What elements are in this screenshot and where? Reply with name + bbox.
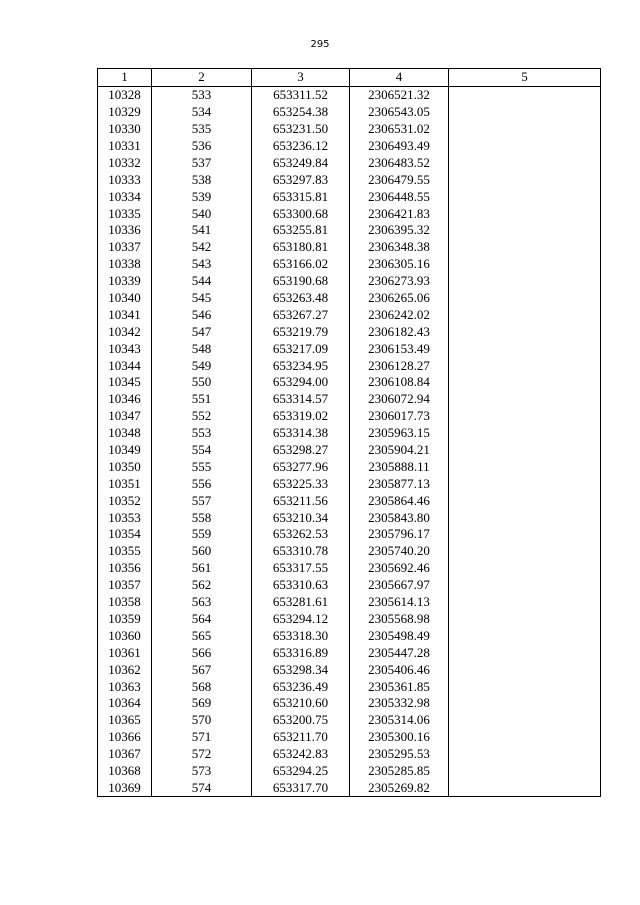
table-cell-col-2: 542 (152, 239, 252, 256)
table-cell-col-2: 563 (152, 594, 252, 611)
table-cell-col-4: 2306421.83 (350, 205, 449, 222)
table-cell-col-3: 653200.75 (252, 712, 350, 729)
table-cell-col-4: 2305300.16 (350, 729, 449, 746)
table-cell-col-2: 534 (152, 104, 252, 121)
table-cell-col-3: 653180.81 (252, 239, 350, 256)
table-cell-col-1: 10364 (98, 695, 152, 712)
table-cell-col-1: 10356 (98, 560, 152, 577)
table-cell-col-3: 653231.50 (252, 121, 350, 138)
table-cell-col-4: 2306348.38 (350, 239, 449, 256)
table-cell-col-3: 653219.79 (252, 323, 350, 340)
table-cell-col-4: 2306531.02 (350, 121, 449, 138)
table-cell-col-3: 653294.12 (252, 611, 350, 628)
table-cell-col-5 (449, 86, 601, 796)
table-cell-col-1: 10349 (98, 442, 152, 459)
table-cell-col-2: 540 (152, 205, 252, 222)
table-cell-col-3: 653294.25 (252, 763, 350, 780)
table-cell-col-1: 10334 (98, 188, 152, 205)
table-cell-col-3: 653210.34 (252, 509, 350, 526)
table-cell-col-2: 571 (152, 729, 252, 746)
table-cell-col-1: 10343 (98, 340, 152, 357)
table-cell-col-1: 10368 (98, 763, 152, 780)
table-cell-col-4: 2305796.17 (350, 526, 449, 543)
table-cell-col-1: 10344 (98, 357, 152, 374)
table-cell-col-4: 2305285.85 (350, 763, 449, 780)
table-cell-col-1: 10355 (98, 543, 152, 560)
table-cell-col-2: 543 (152, 256, 252, 273)
table-cell-col-3: 653316.89 (252, 644, 350, 661)
table-cell-col-4: 2305963.15 (350, 425, 449, 442)
table-cell-col-2: 572 (152, 746, 252, 763)
table-cell-col-2: 545 (152, 290, 252, 307)
table-cell-col-4: 2306242.02 (350, 306, 449, 323)
table-cell-col-1: 10341 (98, 306, 152, 323)
table-cell-col-1: 10367 (98, 746, 152, 763)
table-cell-col-4: 2306395.32 (350, 222, 449, 239)
table-cell-col-3: 653225.33 (252, 475, 350, 492)
table-cell-col-4: 2305295.53 (350, 746, 449, 763)
table-cell-col-2: 552 (152, 408, 252, 425)
table-cell-col-1: 10350 (98, 458, 152, 475)
table-cell-col-1: 10336 (98, 222, 152, 239)
table-cell-col-1: 10369 (98, 779, 152, 796)
table-cell-col-3: 653249.84 (252, 154, 350, 171)
table-cell-col-3: 653210.60 (252, 695, 350, 712)
table-cell-col-4: 2305614.13 (350, 594, 449, 611)
table-cell-col-4: 2306017.73 (350, 408, 449, 425)
table-cell-col-4: 2306521.32 (350, 86, 449, 103)
page-number: 295 (310, 39, 330, 50)
table-cell-col-2: 553 (152, 425, 252, 442)
header-col-1: 1 (98, 69, 152, 87)
table-cell-col-1: 10346 (98, 391, 152, 408)
table-cell-col-1: 10366 (98, 729, 152, 746)
table-cell-col-4: 2305332.98 (350, 695, 449, 712)
table-cell-col-1: 10342 (98, 323, 152, 340)
table-cell-col-3: 653315.81 (252, 188, 350, 205)
table-cell-col-2: 560 (152, 543, 252, 560)
table-cell-col-3: 653236.49 (252, 678, 350, 695)
table-cell-col-4: 2306543.05 (350, 104, 449, 121)
table-cell-col-1: 10359 (98, 611, 152, 628)
table-cell-col-2: 535 (152, 121, 252, 138)
table-cell-col-4: 2306479.55 (350, 171, 449, 188)
table-cell-col-4: 2306273.93 (350, 273, 449, 290)
table-header-row (98, 69, 601, 87)
table-cell-col-1: 10360 (98, 627, 152, 644)
table-cell-col-2: 550 (152, 374, 252, 391)
table-cell-col-1: 10339 (98, 273, 152, 290)
table-cell-col-2: 549 (152, 357, 252, 374)
table-cell-col-3: 653277.96 (252, 458, 350, 475)
table-cell-col-1: 10333 (98, 171, 152, 188)
table-cell-col-2: 541 (152, 222, 252, 239)
table-cell-col-4: 2306493.49 (350, 138, 449, 155)
table-cell-col-1: 10345 (98, 374, 152, 391)
table-cell-col-4: 2305864.46 (350, 492, 449, 509)
table-cell-col-2: 562 (152, 577, 252, 594)
table-cell-col-1: 10340 (98, 290, 152, 307)
table-cell-col-1: 10338 (98, 256, 152, 273)
table-cell-col-2: 561 (152, 560, 252, 577)
table-cell-col-3: 653310.78 (252, 543, 350, 560)
table-cell-col-4: 2305568.98 (350, 611, 449, 628)
table-cell-col-4: 2305314.06 (350, 712, 449, 729)
table-cell-col-4: 2306448.55 (350, 188, 449, 205)
table-cell-col-2: 539 (152, 188, 252, 205)
header-col-3: 3 (252, 69, 350, 87)
table-cell-col-3: 653242.83 (252, 746, 350, 763)
table-cell-col-4: 2305447.28 (350, 644, 449, 661)
table-cell-col-4: 2306305.16 (350, 256, 449, 273)
header-col-5: 5 (449, 69, 601, 87)
table-cell-col-1: 10335 (98, 205, 152, 222)
table-cell-col-4: 2305740.20 (350, 543, 449, 560)
table-cell-col-4: 2305361.85 (350, 678, 449, 695)
table-cell-col-4: 2306128.27 (350, 357, 449, 374)
table-cell-col-2: 574 (152, 779, 252, 796)
table-cell-col-4: 2305877.13 (350, 475, 449, 492)
table-cell-col-2: 536 (152, 138, 252, 155)
table-cell-col-4: 2305843.80 (350, 509, 449, 526)
table-cell-col-1: 10332 (98, 154, 152, 171)
table-cell-col-3: 653300.68 (252, 205, 350, 222)
table-cell-col-4: 2305888.11 (350, 458, 449, 475)
table-cell-col-2: 551 (152, 391, 252, 408)
table-cell-col-1: 10337 (98, 239, 152, 256)
table-cell-col-4: 2305269.82 (350, 779, 449, 796)
table-cell-col-1: 10331 (98, 138, 152, 155)
table-cell-col-3: 653314.57 (252, 391, 350, 408)
table-cell-col-3: 653236.12 (252, 138, 350, 155)
table-cell-col-1: 10357 (98, 577, 152, 594)
table-cell-col-1: 10329 (98, 104, 152, 121)
table-cell-col-1: 10328 (98, 86, 152, 103)
table-cell-col-4: 2306108.84 (350, 374, 449, 391)
table-cell-col-3: 653217.09 (252, 340, 350, 357)
table-cell-col-2: 570 (152, 712, 252, 729)
table-cell-col-4: 2306182.43 (350, 323, 449, 340)
table-cell-col-2: 555 (152, 458, 252, 475)
table-cell-col-4: 2306483.52 (350, 154, 449, 171)
table-cell-col-3: 653298.27 (252, 442, 350, 459)
table-cell-col-3: 653317.70 (252, 779, 350, 796)
table-cell-col-4: 2305406.46 (350, 661, 449, 678)
table-cell-col-3: 653319.02 (252, 408, 350, 425)
header-col-2: 2 (152, 69, 252, 87)
table-cell-col-3: 653255.81 (252, 222, 350, 239)
table-cell-col-3: 653310.63 (252, 577, 350, 594)
table-cell-col-3: 653211.70 (252, 729, 350, 746)
table-cell-col-2: 546 (152, 306, 252, 323)
table-cell-col-1: 10347 (98, 408, 152, 425)
table-cell-col-2: 559 (152, 526, 252, 543)
table-cell-col-3: 653234.95 (252, 357, 350, 374)
table-cell-col-1: 10348 (98, 425, 152, 442)
table-cell-col-2: 565 (152, 627, 252, 644)
table-body (98, 86, 601, 796)
table-cell-col-2: 567 (152, 661, 252, 678)
coordinates-table (97, 68, 601, 797)
table-cell-col-3: 653317.55 (252, 560, 350, 577)
table-cell-col-3: 653166.02 (252, 256, 350, 273)
table-cell-col-3: 653267.27 (252, 306, 350, 323)
table-cell-col-2: 557 (152, 492, 252, 509)
table-cell-col-3: 653262.53 (252, 526, 350, 543)
table-cell-col-2: 538 (152, 171, 252, 188)
table-cell-col-1: 10361 (98, 644, 152, 661)
table-cell-col-4: 2305498.49 (350, 627, 449, 644)
header-col-4: 4 (350, 69, 449, 87)
table-cell-col-1: 10358 (98, 594, 152, 611)
table-cell-col-3: 653190.68 (252, 273, 350, 290)
table-cell-col-4: 2305692.46 (350, 560, 449, 577)
table-cell-col-4: 2306265.06 (350, 290, 449, 307)
table-cell-col-1: 10330 (98, 121, 152, 138)
table-cell-col-4: 2306072.94 (350, 391, 449, 408)
table-cell-col-2: 554 (152, 442, 252, 459)
table-cell-col-3: 653211.56 (252, 492, 350, 509)
table-cell-col-2: 568 (152, 678, 252, 695)
table-cell-col-1: 10351 (98, 475, 152, 492)
table-cell-col-3: 653263.48 (252, 290, 350, 307)
table-cell-col-2: 569 (152, 695, 252, 712)
table-cell-col-1: 10352 (98, 492, 152, 509)
table-cell-col-4: 2306153.49 (350, 340, 449, 357)
table-cell-col-3: 653318.30 (252, 627, 350, 644)
table-cell-col-3: 653297.83 (252, 171, 350, 188)
table-cell-col-2: 558 (152, 509, 252, 526)
table-cell-col-2: 566 (152, 644, 252, 661)
table-cell-col-1: 10353 (98, 509, 152, 526)
table-cell-col-2: 548 (152, 340, 252, 357)
table-cell-col-4: 2305904.21 (350, 442, 449, 459)
table-cell-col-3: 653314.38 (252, 425, 350, 442)
table-cell-col-1: 10365 (98, 712, 152, 729)
table-cell-col-2: 547 (152, 323, 252, 340)
table-cell-col-3: 653254.38 (252, 104, 350, 121)
table-cell-col-2: 564 (152, 611, 252, 628)
table-cell-col-2: 533 (152, 86, 252, 103)
table-cell-col-1: 10354 (98, 526, 152, 543)
table-cell-col-3: 653281.61 (252, 594, 350, 611)
table-cell-col-1: 10363 (98, 678, 152, 695)
table-cell-col-3: 653298.34 (252, 661, 350, 678)
table-cell-col-2: 537 (152, 154, 252, 171)
table-cell-col-4: 2305667.97 (350, 577, 449, 594)
table-cell-col-1: 10362 (98, 661, 152, 678)
table-cell-col-3: 653294.00 (252, 374, 350, 391)
table-cell-col-2: 556 (152, 475, 252, 492)
table-cell-col-2: 544 (152, 273, 252, 290)
table-cell-col-3: 653311.52 (252, 86, 350, 103)
table-cell-col-2: 573 (152, 763, 252, 780)
table-row (98, 86, 601, 103)
